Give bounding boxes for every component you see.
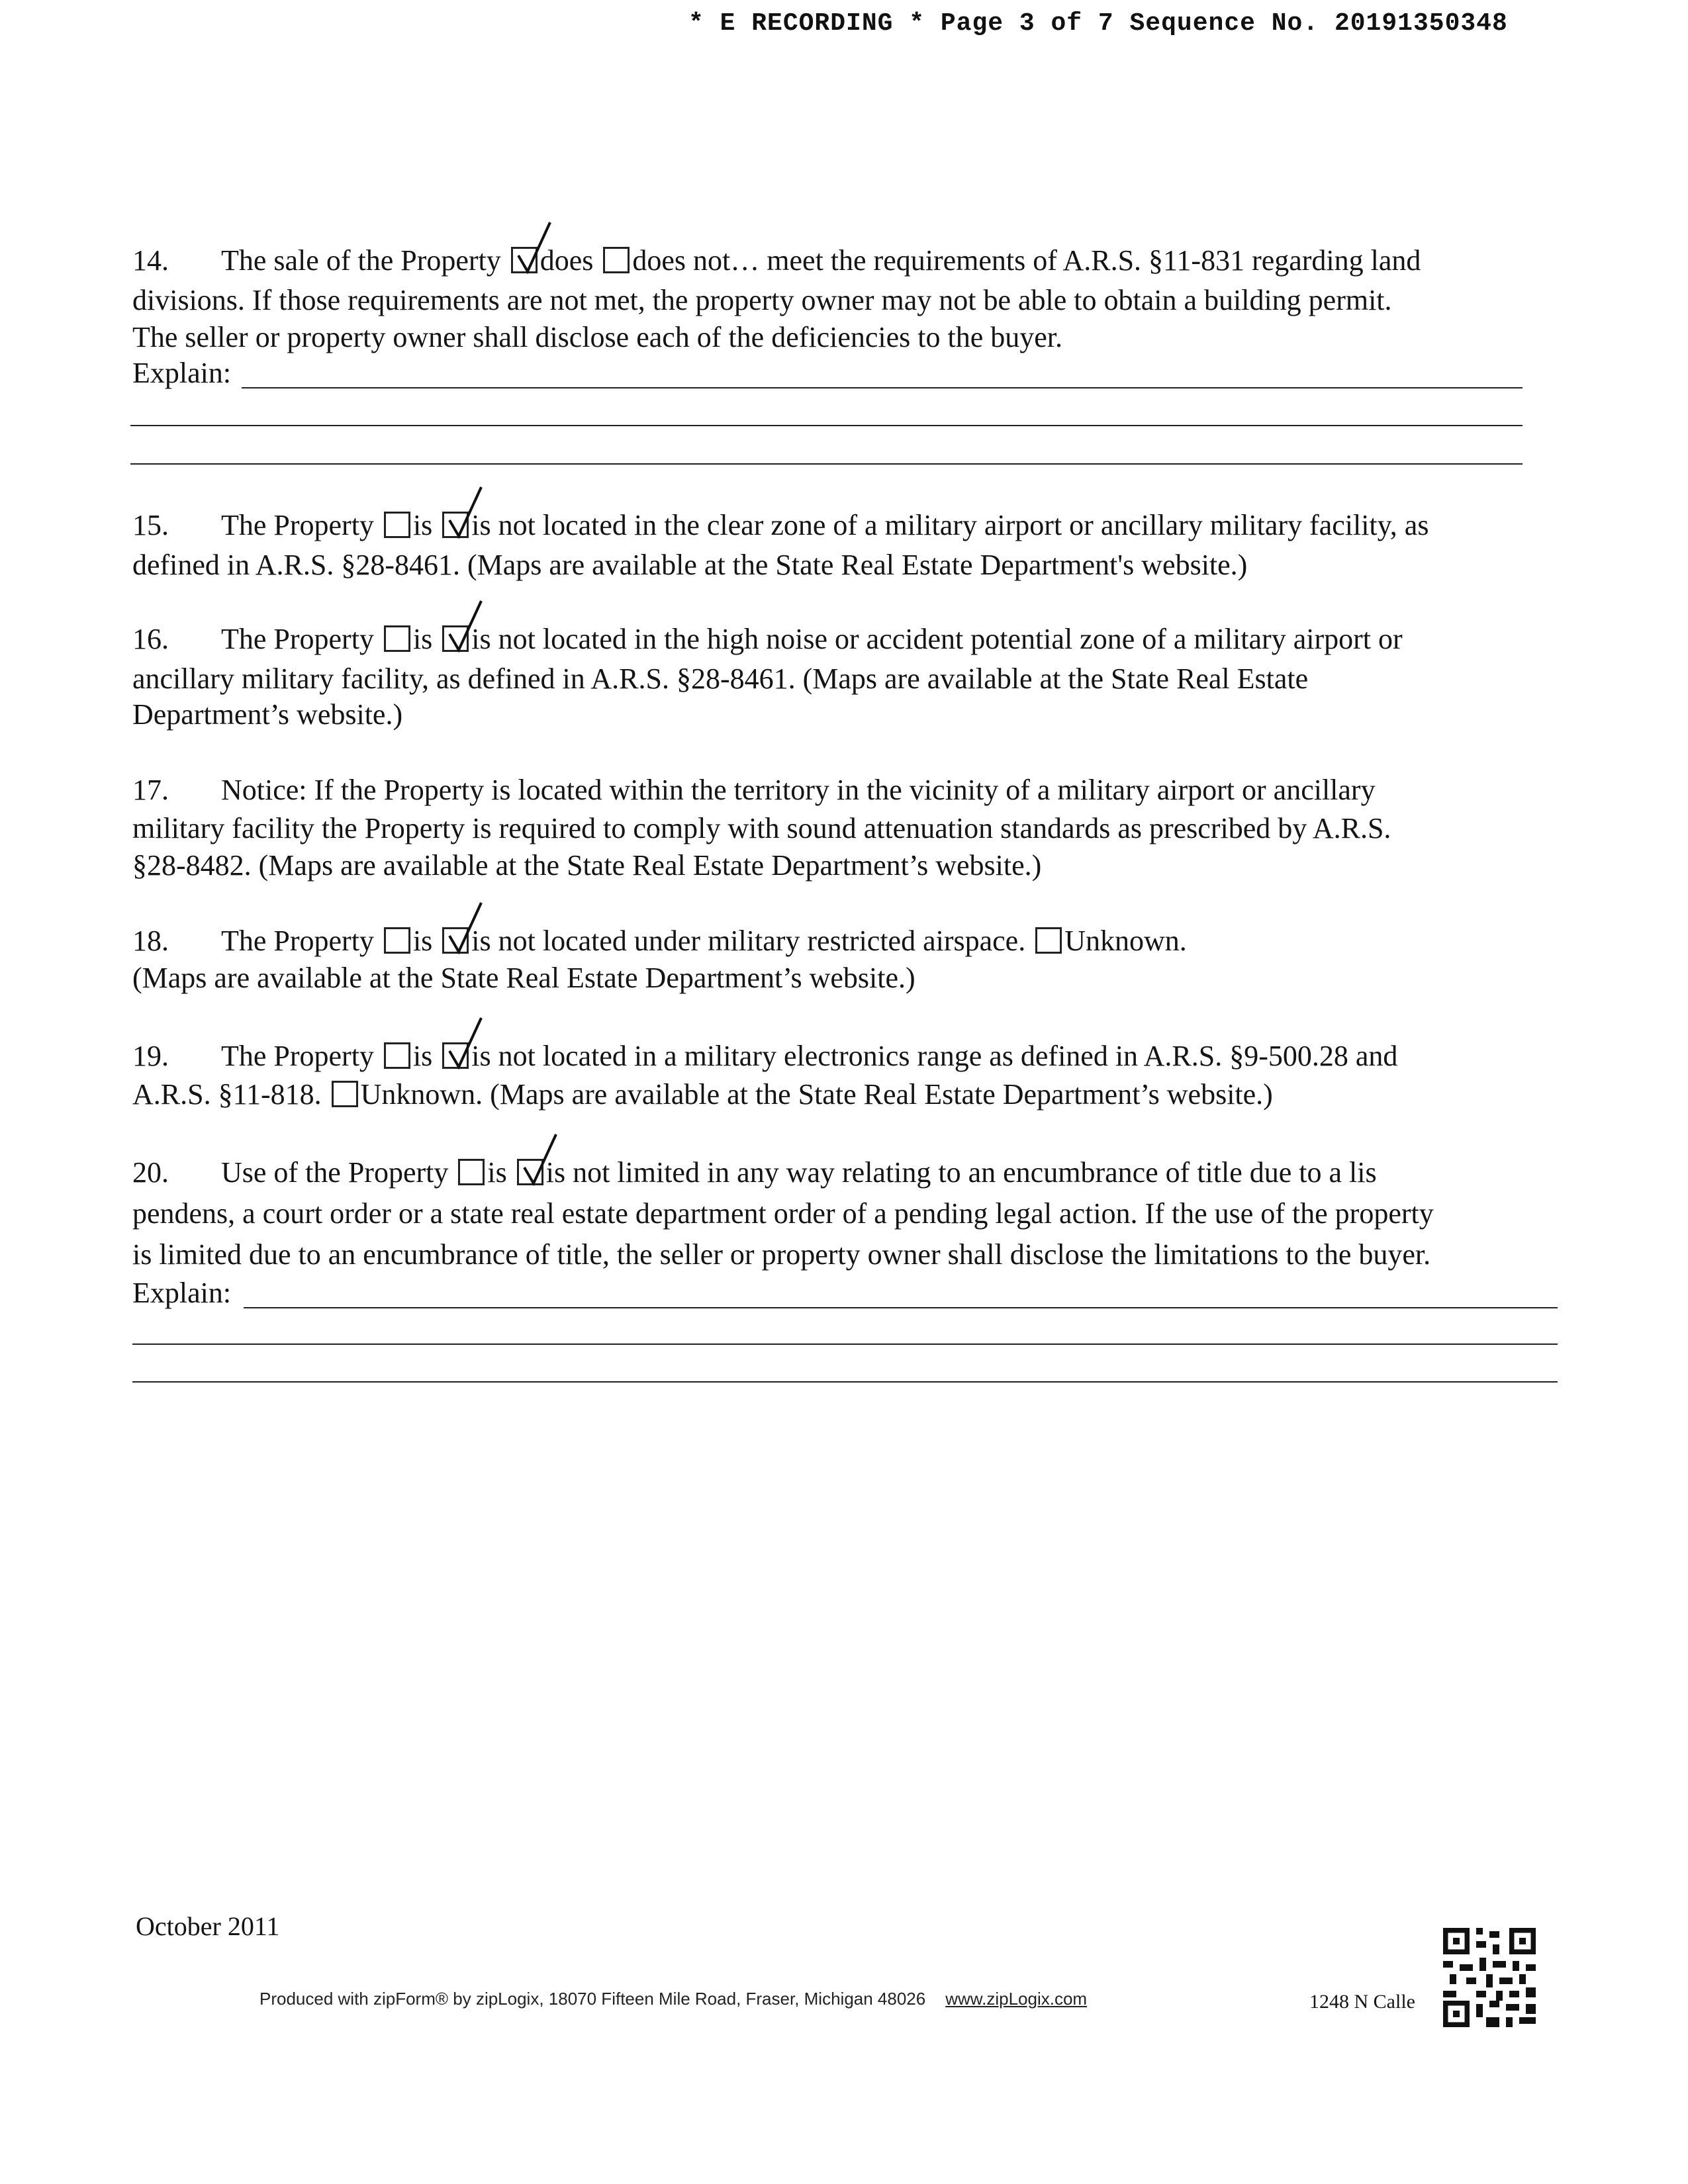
item-20-text: Use of the Property xyxy=(221,1156,449,1189)
item-19-number: 19. xyxy=(132,1040,169,1072)
item-18-is-label: is xyxy=(412,925,433,957)
item-20-line-1 xyxy=(132,1158,1377,1187)
form-date: October 2011 xyxy=(136,1911,280,1941)
item-14-line-2: divisions. If those requirements are not met, the property owner may not be able to obtain a building permit. xyxy=(132,284,1392,316)
item-19-line-1 xyxy=(132,1042,1397,1071)
item-19-ars-text: A.R.S. §11-818. xyxy=(132,1078,322,1111)
ziplogix-link[interactable]: www.zipLogix.com xyxy=(945,1989,1088,2009)
item-14-explain-line-3[interactable] xyxy=(130,463,1523,465)
produced-with-footer xyxy=(259,1989,1087,2009)
item-16-line-2: ancillary military facility, as defined in A.R.S. §28-8461. (Maps are available at the State Real Estate xyxy=(132,662,1309,695)
item-14-line-3: The seller or property owner shall disclose each of the deficiencies to the buyer. xyxy=(132,321,1063,353)
item-18-line-1 xyxy=(132,927,1187,956)
item-19-is-not-checkbox[interactable] xyxy=(442,1042,469,1069)
item-16-is-not-text: is not located in the high noise or accident potential zone of a military airport or xyxy=(471,623,1403,655)
item-16-number: 16. xyxy=(132,623,169,655)
item-19-unknown-text: Unknown. (Maps are available at the State Real Estate Department’s website.) xyxy=(360,1078,1273,1111)
item-14-line-1 xyxy=(132,246,1421,275)
item-14-explain-line-2[interactable] xyxy=(130,425,1523,426)
qr-code-icon xyxy=(1443,1927,1536,2028)
item-20-explain-line-1[interactable] xyxy=(244,1307,1558,1308)
checkmark-icon xyxy=(518,1132,560,1189)
item-18-unknown-label: Unknown. xyxy=(1064,925,1187,957)
item-15-text: The Property xyxy=(221,509,374,541)
item-14-does-not-checkbox[interactable] xyxy=(603,247,630,273)
item-18-is-checkbox[interactable] xyxy=(384,927,410,954)
item-20-explain-line-2[interactable] xyxy=(132,1343,1558,1345)
item-19-is-checkbox[interactable] xyxy=(384,1042,410,1069)
item-14-explain-line-1[interactable] xyxy=(242,387,1523,388)
item-16-line-1 xyxy=(132,625,1403,654)
item-15-is-not-checkbox[interactable] xyxy=(442,512,469,538)
recording-header: * E RECORDING * Page 3 of 7 Sequence No. 20191350348 xyxy=(688,9,1508,38)
item-19-is-not-text: is not located in a military electronics range as defined in A.R.S. §9-500.28 and xyxy=(471,1040,1398,1072)
item-20-is-checkbox[interactable] xyxy=(458,1159,485,1185)
item-16-is-label: is xyxy=(412,623,433,655)
item-14-does-checkbox[interactable] xyxy=(511,247,538,273)
item-17-line-1 xyxy=(132,776,1376,805)
item-14-explain-label: Explain: xyxy=(132,357,232,389)
item-20-line-3: is limited due to an encumbrance of title, the seller or property owner shall disclose the limitations to the buyer. xyxy=(132,1238,1431,1271)
item-17-line-3: §28-8482. (Maps are available at the State Real Estate Department’s website.) xyxy=(132,849,1042,882)
item-20-line-2: pendens, a court order or a state real estate department order of a pending legal action. If the use of the property xyxy=(132,1197,1434,1230)
item-20-is-not-text: is not limited in any way relating to an encumbrance of title due to a lis xyxy=(545,1156,1377,1189)
item-20-is-not-checkbox[interactable] xyxy=(517,1159,543,1185)
checkmark-icon xyxy=(443,598,485,655)
item-15-is-label: is xyxy=(412,509,433,541)
item-20-explain-label: Explain: xyxy=(132,1277,232,1309)
item-18-is-not-text: is not located under military restricted airspace. xyxy=(471,925,1026,957)
item-18-unknown-checkbox[interactable] xyxy=(1035,927,1062,954)
item-16-is-checkbox[interactable] xyxy=(384,625,410,652)
item-19-text: The Property xyxy=(221,1040,374,1072)
item-20-is-label: is xyxy=(487,1156,507,1189)
item-15-number: 15. xyxy=(132,509,169,541)
checkmark-icon xyxy=(443,900,485,957)
item-15-is-not-text: is not located in the clear zone of a military airport or ancillary military facility, as xyxy=(471,509,1429,541)
item-16-is-not-checkbox[interactable] xyxy=(442,625,469,652)
item-20-number: 20. xyxy=(132,1156,169,1189)
property-address: 1248 N Calle xyxy=(1309,1991,1415,2013)
item-19-unknown-checkbox[interactable] xyxy=(332,1081,358,1107)
item-15-line-1 xyxy=(132,511,1429,540)
checkmark-icon xyxy=(443,484,485,541)
item-18-text: The Property xyxy=(221,925,374,957)
item-15-line-2: defined in A.R.S. §28-8461. (Maps are available at the State Real Estate Department's website.) xyxy=(132,549,1248,581)
item-17-line-2: military facility the Property is required to comply with sound attenuation standards as prescribed by A.R.S. xyxy=(132,812,1391,844)
item-16-text: The Property xyxy=(221,623,374,655)
item-19-line-2 xyxy=(132,1080,1273,1109)
item-18-line-2: (Maps are available at the State Real Estate Department’s website.) xyxy=(132,962,915,994)
checkmark-icon xyxy=(512,220,554,277)
item-14-does-label: does xyxy=(539,244,594,277)
item-18-number: 18. xyxy=(132,925,169,957)
item-17-text: Notice: If the Property is located within the territory in the vicinity of a military airport or ancillary xyxy=(221,774,1376,806)
item-16-line-3: Department’s website.) xyxy=(132,698,403,731)
checkmark-icon xyxy=(443,1015,485,1072)
produced-with-text: Produced with zipForm® by zipLogix, 18070 Fifteen Mile Road, Fraser, Michigan 48026 xyxy=(259,1989,926,2009)
item-19-is-label: is xyxy=(412,1040,433,1072)
item-20-explain-line-3[interactable] xyxy=(132,1381,1558,1383)
item-14-text: The sale of the Property xyxy=(221,244,501,277)
item-14-number: 14. xyxy=(132,244,169,277)
item-17-number: 17. xyxy=(132,774,169,806)
item-14-does-not-text: does not… meet the requirements of A.R.S. §11-831 regarding land xyxy=(632,244,1421,277)
item-15-is-checkbox[interactable] xyxy=(384,512,410,538)
item-18-is-not-checkbox[interactable] xyxy=(442,927,469,954)
